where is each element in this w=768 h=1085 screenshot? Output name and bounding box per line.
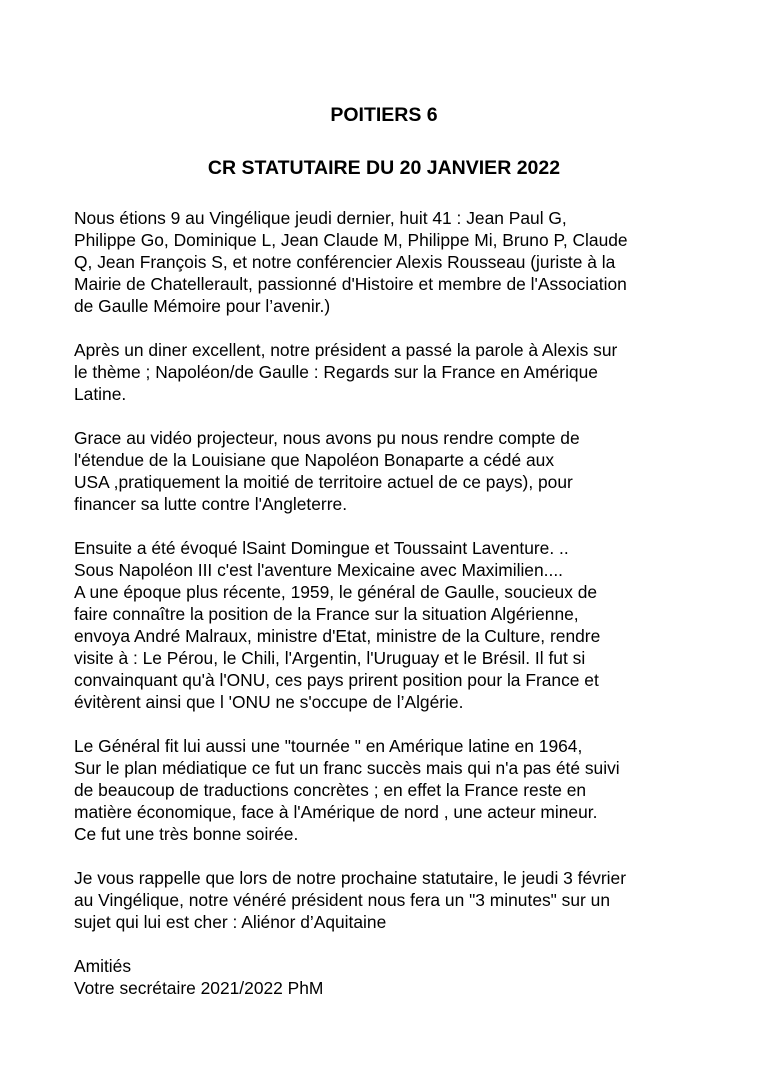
text-line: l'étendue de la Louisiane que Napoléon Bonaparte a cédé aux [74,450,555,470]
text-line: Sous Napoléon III c'est l'aventure Mexicaine avec Maximilien.... [74,560,563,580]
text-line: Sur le plan médiatique ce fut un franc succès mais qui n'a pas été suivi [74,758,620,778]
text-line: Amitiés [74,956,132,976]
text-line: faire connaître la position de la France sur la situation Algérienne, [74,604,579,624]
text-line: USA ,pratiquement la moitié de territoire actuel de ce pays), pour [74,472,573,492]
text-line: au Vingélique, notre vénéré président nous fera un "3 minutes" sur un [74,890,611,910]
text-line: de Gaulle Mémoire pour l’avenir.) [74,296,331,316]
text-line: Nous étions 9 au Vingélique jeudi dernier, huit 41 : Jean Paul G, [74,208,567,228]
document-subtitle: CR STATUTAIRE DU 20 JANVIER 2022 [207,157,561,179]
text-line: le thème ; Napoléon/de Gaulle : Regards sur la France en Amérique [74,362,598,382]
paragraph-signature [74,955,714,999]
text-line: envoya André Malraux, ministre d'Etat, ministre de la Culture, rendre [74,626,601,646]
paragraph-history [74,537,714,713]
text-line: Q, Jean François S, et notre conférencier Alexis Rousseau (juriste à la [74,252,616,272]
text-line: Mairie de Chatellerault, passionné d'Histoire et membre de l'Association [74,274,627,294]
text-line: financer sa lutte contre l'Angleterre. [74,494,348,514]
paragraph-theme [74,339,714,405]
paragraph-attendees [74,207,714,317]
text-line: Ensuite a été évoqué lSaint Domingue et Toussaint Laventure. .. [74,538,569,558]
text-line: Philippe Go, Dominique L, Jean Claude M, Philippe Mi, Bruno P, Claude [74,230,628,250]
text-line: évitèrent ainsi que l 'ONU ne s'occupe de l’Algérie. [74,692,464,712]
document-body [74,207,714,1021]
text-line: de beaucoup de traductions concrètes ; en effet la France reste en [74,780,587,800]
text-line: convainquant qu'à l'ONU, ces pays prirent position pour la France et [74,670,599,690]
text-line: Je vous rappelle que lors de notre prochaine statutaire, le jeudi 3 février [74,868,626,888]
text-line: matière économique, face à l'Amérique de nord , une acteur mineur. [74,802,598,822]
text-line: A une époque plus récente, 1959, le général de Gaulle, soucieux de [74,582,598,602]
text-line: Votre secrétaire 2021/2022 PhM [74,978,324,998]
text-line: Ce fut une très bonne soirée. [74,824,299,844]
paragraph-next-meeting [74,867,714,933]
paragraph-louisiana [74,427,714,515]
paragraph-general-tour [74,735,714,845]
text-line: Latine. [74,384,127,404]
document-title: POITIERS 6 [330,104,438,126]
text-line: visite à : Le Pérou, le Chili, l'Argentin, l'Uruguay et le Brésil. Il fut si [74,648,586,668]
text-line: Après un diner excellent, notre président a passé la parole à Alexis sur [74,340,618,360]
text-line: Le Général fit lui aussi une "tournée " en Amérique latine en 1964, [74,736,583,756]
text-line: Grace au vidéo projecteur, nous avons pu nous rendre compte de [74,428,580,448]
text-line: sujet qui lui est cher : Aliénor d’Aquitaine [74,912,387,932]
